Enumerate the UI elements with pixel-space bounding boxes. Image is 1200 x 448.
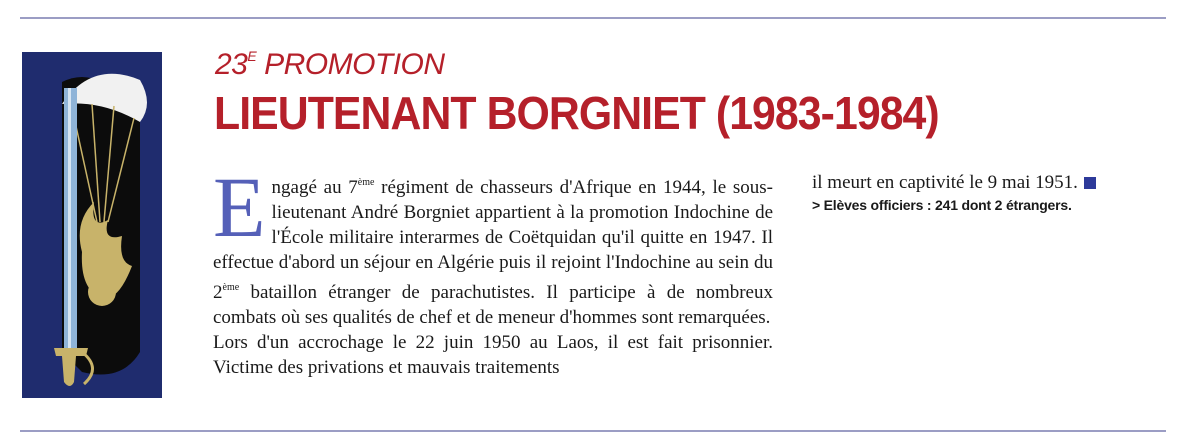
promotion-label: [215, 48, 445, 82]
article-column-1: [213, 159, 773, 380]
p1-text-a: ngagé au 7: [271, 177, 358, 198]
p1-sup-1: ème: [357, 177, 375, 188]
promotion-word: PROMOTION: [264, 48, 445, 81]
top-divider: [20, 17, 1166, 19]
page-title: LIEUTENANT BORGNIET (1983-1984): [214, 87, 939, 139]
article-column-2: [812, 170, 1152, 213]
column-2-line: il meurt en captivité le 9 mai 1951.: [812, 172, 1078, 193]
paragraph-2: Lors d'un accrochage le 22 juin 1950 au Laos, il est fait prisonnier. Victime des privations et mauvais traitements: [213, 332, 773, 378]
insignia-image: [22, 52, 162, 398]
drop-cap: E: [213, 159, 266, 255]
bottom-divider: [20, 430, 1166, 432]
promotion-suffix: E: [247, 48, 257, 64]
p1-text-c: bataillon étranger de parachutistes. Il participe à de nombreux combats où ses qualités de chef et de meneur d'hommes sont remarquées.: [213, 282, 773, 328]
paragraph-1: [213, 159, 773, 330]
promotion-number: 23: [215, 48, 248, 81]
p1-text-b: régiment de chasseurs d'Afrique en 1944, le sous-lieutenant André Borgniet appartient à la promotion Indochine de l'École militaire interarmes de Coëtquidan qu'il quitte en 1947. Il effectue d'abord un séjour en Algérie puis il rejoint l'Indochine au sein du 2: [213, 177, 773, 303]
column-2-text: [812, 170, 1152, 195]
p1-sup-2: ème: [222, 282, 240, 293]
end-mark-icon: [1084, 177, 1096, 189]
parachute-regiment-insignia-icon: [22, 52, 162, 398]
officer-count-note: > Elèves officiers : 241 dont 2 étrangers.: [812, 197, 1072, 213]
